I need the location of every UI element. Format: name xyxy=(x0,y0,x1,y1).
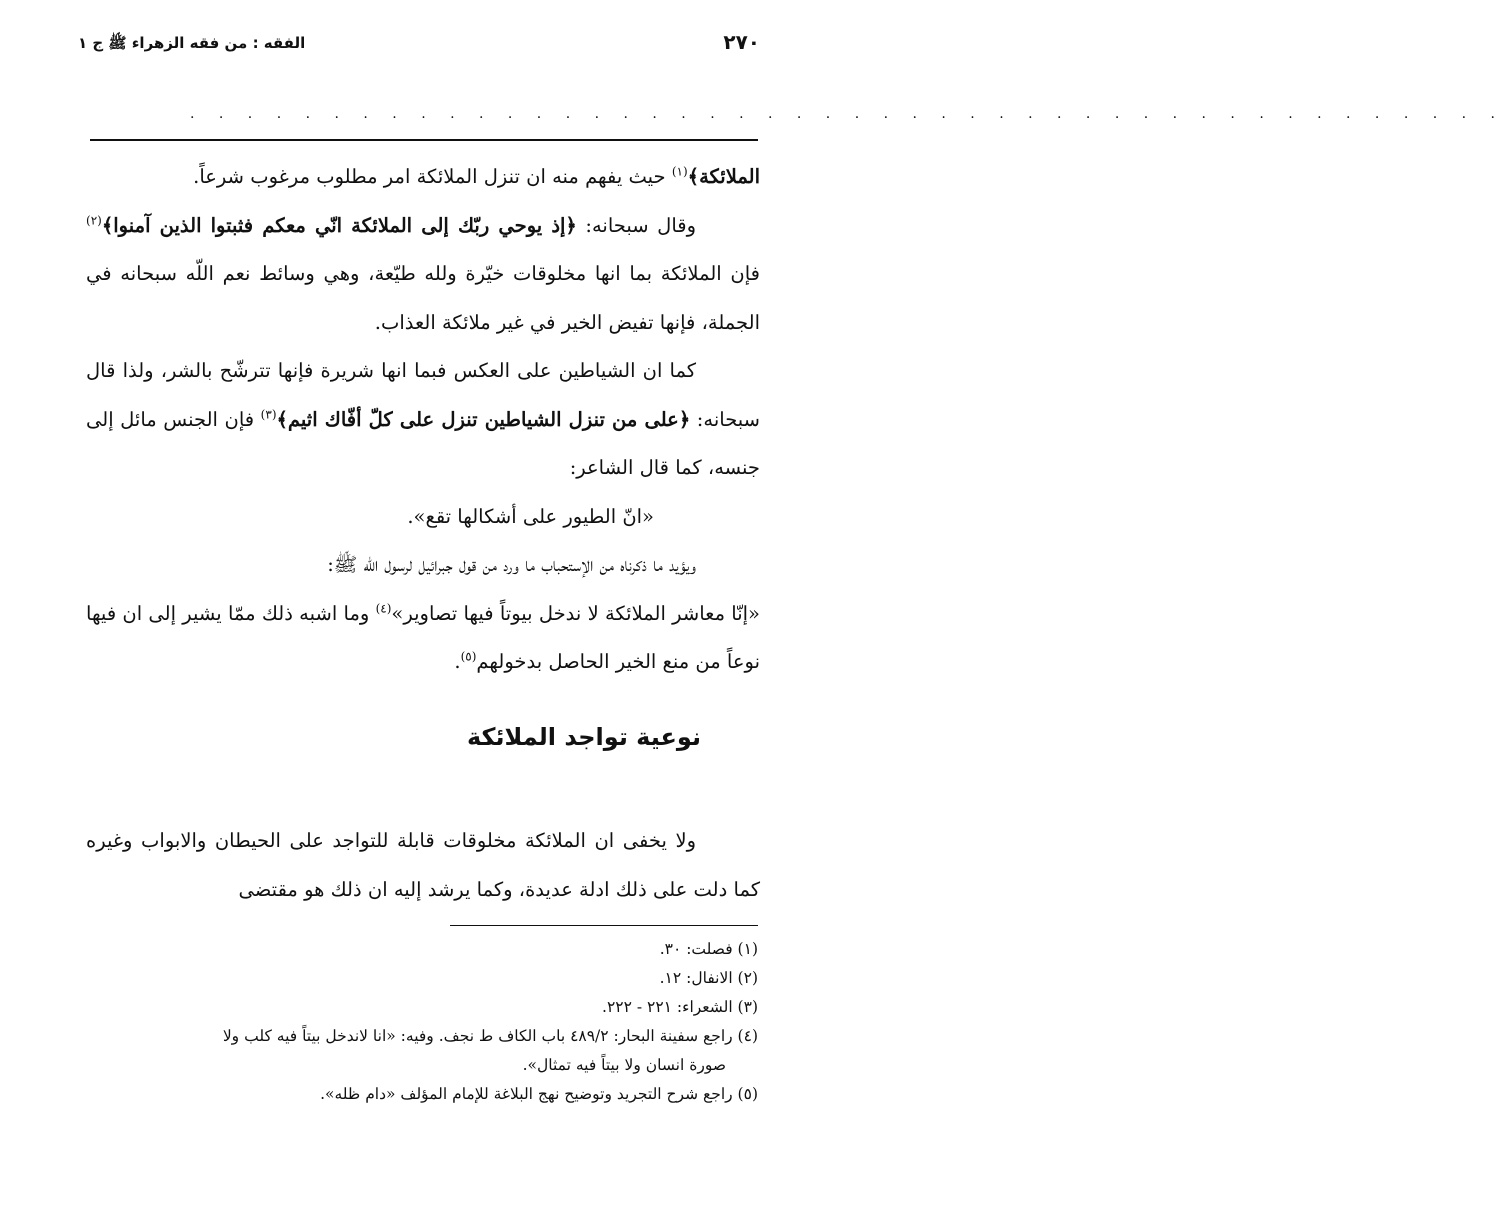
quran-quote: ﴿إذ يوحي ربّك إلى الملائكة انّي معكم فثبتوا الذين آمنوا﴾ xyxy=(101,213,577,237)
footnote: (٤) راجع سفينة البحار: ٤٨٩/٢ باب الكاف ط نجف. وفيه: «انا لاندخل بيتاً فيه كلب ولا xyxy=(222,1027,758,1045)
footnote-marker: (٤) xyxy=(375,601,392,615)
footnote: (٥) راجع شرح التجريد وتوضيح نهج البلاغة للإمام المؤلف «دام ظله». xyxy=(320,1085,758,1103)
text-run: كما ان الشياطين على العكس فبما انها شريرة فإنها تترشّح بالشر، ولذا قال سبحانه: xyxy=(86,359,761,431)
quran-quote: الملائكة﴾ xyxy=(687,165,760,188)
text-run: . xyxy=(454,650,461,673)
text-run: فإن الملائكة بما انها مخلوقات خيّرة ولله طيّعة، وهي وسائط نعم اللّه سبحانه في الجملة، فإنها تفيض الخير في غير ملائكة العذاب. xyxy=(86,262,760,334)
footnote-rule xyxy=(450,925,758,926)
running-title: الفقه : من فقه الزهراء ﷺ ج ١ xyxy=(78,34,306,52)
text-run: «إنّا معاشر الملائكة لا ندخل بيوتاً فيها تصاوير» xyxy=(391,601,760,625)
text-run: حيث يفهم منه ان تنزل الملائكة امر مطلوب مرغوب شرعاً. xyxy=(193,165,672,188)
page-number: ٢٧٠ xyxy=(723,30,760,54)
footnote-continuation: صورة انسان ولا بيتاً فيه تمثال». xyxy=(522,1056,726,1074)
text-run: «انّ الطيور على أشكالها تقع». xyxy=(407,504,654,528)
section-heading: نوعية تواجد الملائكة xyxy=(466,723,701,751)
dotted-separator: . . . . . . . . . . . . . . . . . . . . . . . . . . . . . . . . . . . . . . . . . . . . . . xyxy=(190,106,1505,122)
footnote-marker: (١) xyxy=(671,164,688,179)
text-run: وما اشبه ذلك ممّا يشير إلى ان فيها نوعاً من منع الخير الحاصل بدخولهم xyxy=(86,601,760,673)
footnote-marker: (٥) xyxy=(460,649,477,664)
text-run: وقال سبحانه: xyxy=(576,213,696,237)
poetry-quote xyxy=(86,493,760,542)
footnote-marker: (٢) xyxy=(86,213,102,227)
footnote: (١) فصلت: ٣٠. xyxy=(659,940,758,958)
paragraph xyxy=(86,202,760,348)
paragraph xyxy=(86,153,760,202)
paragraph xyxy=(86,590,760,687)
footnote: (٣) الشعراء: ٢٢١ - ٢٢٢. xyxy=(602,998,758,1016)
text-run: فإن الجنس مائل إلى جنسه، كما قال الشاعر: xyxy=(86,407,760,479)
footnote: (٢) الانفال: ١٢. xyxy=(659,969,758,987)
text-run: ويؤيد ما ذكرناه من الإستحباب ما ورد من قول جبرائيل لرسول اللّه ﷺ: xyxy=(327,553,696,576)
footnote-marker: (٣) xyxy=(260,407,277,421)
text-run: ولا يخفى ان الملائكة مخلوقات قابلة للتواجد على الحيطان والابواب وغيره كما دلت على ذلك ادلة عديدة، وكما يرشد إليه ان ذلك هو مقتضى xyxy=(86,829,760,901)
footnotes xyxy=(86,935,758,1109)
section-text xyxy=(86,817,760,914)
paragraph xyxy=(86,347,760,493)
header-rule xyxy=(90,139,758,141)
page-header xyxy=(78,30,760,60)
quran-quote: ﴿على من تنزل الشياطين تنزل على كلّ أفّاك اثيم﴾ xyxy=(276,407,691,431)
paragraph xyxy=(86,541,760,590)
main-text xyxy=(86,153,760,687)
paragraph xyxy=(86,817,760,914)
